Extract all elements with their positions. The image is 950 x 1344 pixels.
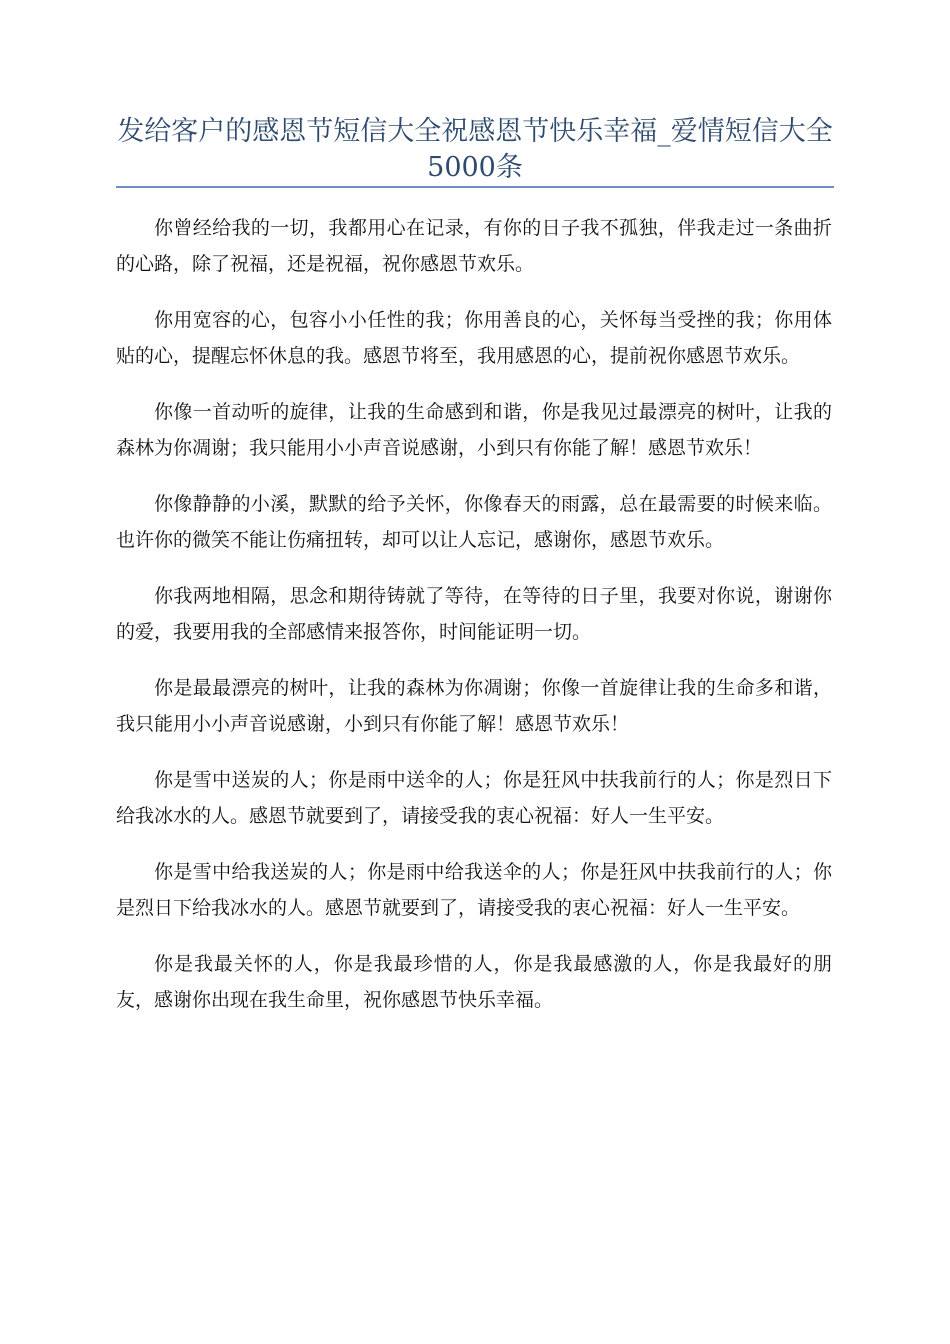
paragraph: 你我两地相隔，思念和期待铸就了等待，在等待的日子里，我要对你说，谢谢你的爱，我要用我的全部感情来报答你，时间能证明一切。	[116, 585, 832, 643]
title-divider	[116, 186, 834, 188]
paragraph: 你像一首动听的旋律，让我的生命感到和谐，你是我见过最漂亮的树叶，让我的森林为你凋谢；我只能用小小声音说感谢，小到只有你能了解！感恩节欢乐！	[116, 401, 832, 459]
paragraph: 你是雪中送炭的人；你是雨中送伞的人；你是狂风中扶我前行的人；你是烈日下给我冰水的人。感恩节就要到了，请接受我的衷心祝福：好人一生平安。	[116, 769, 832, 827]
document-body	[116, 210, 832, 1038]
page-title: 发给客户的感恩节短信大全祝感恩节快乐幸福_爱情短信大全5000条	[117, 116, 833, 183]
paragraph: 你是最最漂亮的树叶，让我的森林为你凋谢；你像一首旋律让我的生命多和谐，我只能用小小声音说感谢，小到只有你能了解！感恩节欢乐！	[116, 677, 832, 735]
paragraph: 你是雪中给我送炭的人；你是雨中给我送伞的人；你是狂风中扶我前行的人；你是烈日下给我冰水的人。感恩节就要到了，请接受我的衷心祝福：好人一生平安。	[116, 861, 832, 919]
paragraph: 你曾经给我的一切，我都用心在记录，有你的日子我不孤独，伴我走过一条曲折的心路，除了祝福，还是祝福，祝你感恩节欢乐。	[116, 217, 832, 275]
paragraph: 你用宽容的心，包容小小任性的我；你用善良的心，关怀每当受挫的我；你用体贴的心，提醒忘怀休息的我。感恩节将至，我用感恩的心，提前祝你感恩节欢乐。	[116, 309, 832, 367]
title-block	[116, 114, 834, 186]
paragraph: 你像静静的小溪，默默的给予关怀，你像春天的雨露，总在最需要的时候来临。也许你的微笑不能让伤痛扭转，却可以让人忘记，感谢你，感恩节欢乐。	[116, 493, 832, 551]
paragraph: 你是我最关怀的人，你是我最珍惜的人，你是我最感激的人，你是我最好的朋友，感谢你出现在我生命里，祝你感恩节快乐幸福。	[116, 953, 832, 1011]
